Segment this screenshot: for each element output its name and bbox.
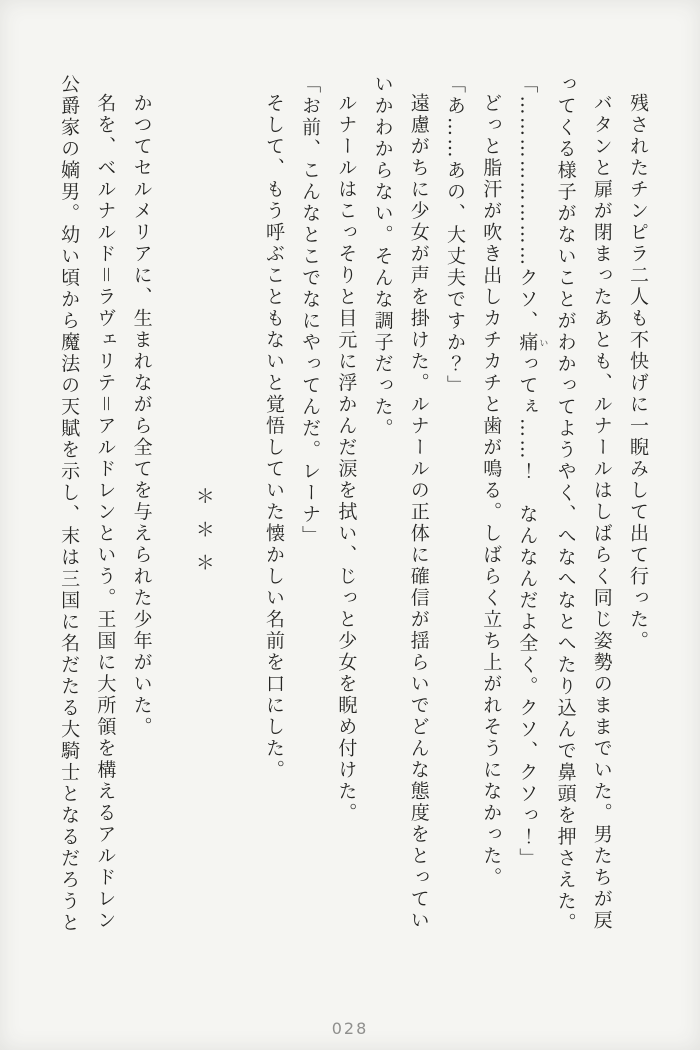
text-line: ルナールはこっそりと目元に浮かんだ涙を拭い、じっと少女を睨め付けた。	[335, 93, 358, 824]
text-line: 残されたチンピラ二人も不快げに一睨みして出て行った。	[627, 93, 649, 652]
text-line: 「あ……あの、大丈夫ですか？」	[443, 74, 466, 397]
text-line: 「……………………クソ、痛 いってぇ……！ なんなんだよ全く。クソ、クソっ！」	[516, 74, 548, 870]
text-line: バタンと扉が閉まったあとも、ルナールはしばらく同じ姿勢のままでいた。男たちが戻	[590, 93, 613, 932]
text-line: 名を、ベルナルド＝ラヴェリテ＝アルドレンという。王国に大所領を構えるアルドレン	[94, 93, 117, 932]
text-line: 公爵家の嫡男。幼い頃から魔法の天賦を示し、末は三国に名だたる大騎士となるだろうと	[58, 74, 81, 934]
text-line: いかわからない。そんな調子だった。	[371, 74, 394, 440]
page-number: 028	[331, 1019, 369, 1038]
text-line: そして、もう呼ぶこともないと覚悟していた懐かしい名前を口にした。	[262, 93, 285, 781]
vertical-text-columns	[40, 74, 656, 998]
text-line: かつてセルメリアに、生まれながら全てを与えられた少年がいた。	[130, 93, 153, 738]
text-line: 遠慮がちに少女が声を掛けた。ルナールの正体に確信が揺らいでどんな態度をとってい	[407, 93, 430, 932]
section-divider: ＊＊＊	[192, 486, 215, 586]
furigana-annotation: 痛 い	[516, 332, 548, 354]
text-line: どっと脂汗が吹き出しカチカチと歯が鳴る。しばらく立ち上がれそうになかった。	[480, 93, 503, 889]
text-line: 「お前、こんなとこでなにやってんだ。レーナ」	[299, 74, 322, 547]
text-line: ってくる様子がないことがわかってようやく、へなへなとへたり込んで鼻頭を押さえた。	[554, 74, 577, 934]
